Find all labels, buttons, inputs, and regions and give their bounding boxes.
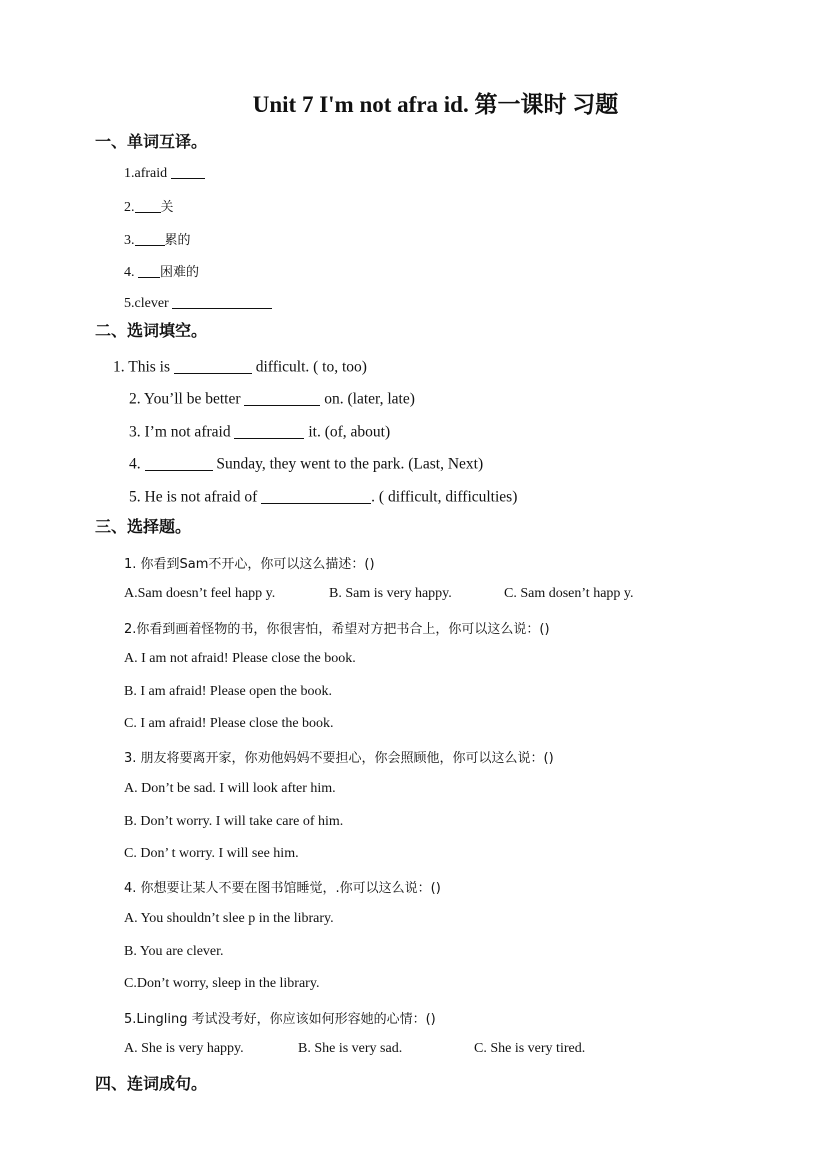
- fill-item-2: [129, 389, 415, 409]
- q1-option-a[interactable]: A.Sam doesn’t feel happ y.: [124, 586, 276, 601]
- vocab-item-text: 困难的: [160, 265, 200, 280]
- vocab-item-4: [124, 261, 199, 281]
- answer-blank[interactable]: [135, 198, 161, 213]
- q5-option-a[interactable]: A. She is very happy.: [124, 1041, 244, 1056]
- q2-option-c[interactable]: C. I am afraid! Please close the book.: [124, 716, 334, 731]
- q3-option-c[interactable]: C. Don’ t worry. I will see him.: [124, 846, 299, 861]
- vocab-item-text: 2.: [124, 200, 135, 215]
- q4-option-a[interactable]: A. You shouldn’t slee p in the library.: [124, 911, 334, 926]
- question-3: 3. 朋友将要离开家，你劝他妈妈不要担心，你会照顾他，你可以这么说：(): [124, 751, 554, 766]
- section-heading-4: 四、连词成句。: [95, 1074, 208, 1093]
- q2-option-b[interactable]: B. I am afraid! Please open the book.: [124, 684, 332, 699]
- answer-blank[interactable]: [174, 357, 252, 374]
- q3-option-a[interactable]: A. Don’t be sad. I will look after him.: [124, 781, 336, 796]
- question-2: 2.你看到画着怪物的书，你很害怕，希望对方把书合上，你可以这么说：(): [124, 622, 550, 637]
- fill-item-text: it. (of, about): [304, 423, 391, 441]
- vocab-item-2: [124, 196, 174, 216]
- question-1: 1. 你看到Sam不开心，你可以这么描述：(): [124, 557, 375, 572]
- answer-blank[interactable]: [145, 454, 213, 471]
- answer-blank[interactable]: [172, 294, 272, 309]
- fill-item-text: 2. You’ll be better: [129, 390, 245, 408]
- answer-blank[interactable]: [135, 231, 165, 246]
- fill-item-5: [129, 487, 517, 507]
- q4-option-b[interactable]: B. You are clever.: [124, 944, 224, 959]
- fill-item-text: 4.: [129, 455, 145, 473]
- vocab-item-3: [124, 229, 191, 249]
- vocab-item-text: 5.clever: [124, 296, 173, 311]
- section-heading-1: 一、单词互译。: [95, 132, 208, 151]
- question-4: 4. 你想要让某人不要在图书馆睡觉，.你可以这么说：(): [124, 881, 441, 896]
- vocab-item-1: [124, 164, 205, 182]
- fill-item-4: [129, 454, 483, 474]
- answer-blank[interactable]: [138, 263, 160, 278]
- fill-item-text: 5. He is not afraid of: [129, 488, 262, 506]
- vocab-item-text: 累的: [164, 233, 191, 248]
- q4-option-c[interactable]: C.Don’t worry, sleep in the library.: [124, 976, 320, 991]
- section-heading-3: 三、选择题。: [95, 517, 192, 536]
- fill-item-text: . ( difficult, difficulties): [371, 488, 518, 506]
- answer-blank[interactable]: [234, 422, 304, 439]
- section-heading-2: 二、选词填空。: [95, 321, 208, 340]
- q2-option-a[interactable]: A. I am not afraid! Please close the book.: [124, 651, 356, 666]
- vocab-item-text: 3.: [124, 233, 135, 248]
- page-title: Unit 7 I'm not afra id. 第一课时 习题: [252, 92, 619, 117]
- fill-item-text: 3. I’m not afraid: [129, 423, 235, 441]
- fill-item-1: [113, 357, 367, 377]
- q1-option-b[interactable]: B. Sam is very happy.: [329, 586, 452, 601]
- q3-option-b[interactable]: B. Don’t worry. I will take care of him.: [124, 814, 344, 829]
- answer-blank[interactable]: [171, 164, 205, 179]
- vocab-item-text: 4.: [124, 265, 138, 280]
- q5-option-c[interactable]: C. She is very tired.: [474, 1041, 586, 1056]
- vocab-item-text: 1.afraid: [124, 166, 171, 181]
- fill-item-3: [129, 422, 390, 442]
- fill-item-text: Sunday, they went to the park. (Last, Next): [212, 455, 484, 473]
- fill-item-text: difficult. ( to, too): [251, 358, 367, 376]
- vocab-item-5: [124, 294, 272, 312]
- fill-item-text: on. (later, late): [320, 390, 415, 408]
- fill-item-text: 1. This is: [113, 358, 174, 376]
- answer-blank[interactable]: [261, 487, 371, 504]
- question-5: 5.Lingling 考试没考好，你应该如何形容她的心情：(): [124, 1012, 436, 1027]
- q5-option-b[interactable]: B. She is very sad.: [298, 1041, 403, 1056]
- q1-option-c[interactable]: C. Sam dosen’t happ y.: [504, 586, 634, 601]
- vocab-item-text: 关: [160, 200, 174, 215]
- answer-blank[interactable]: [244, 389, 320, 406]
